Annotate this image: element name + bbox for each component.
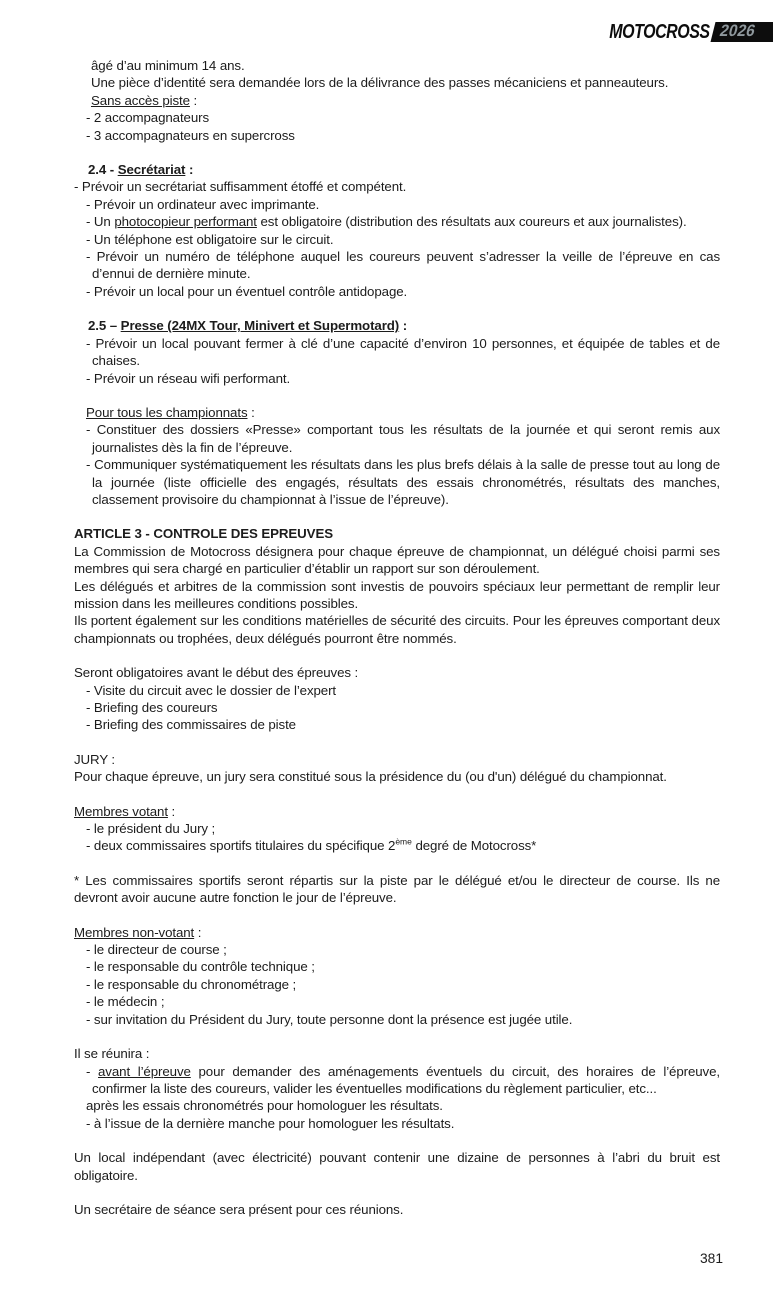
- bullet-text: est obligatoire (distribution des résultats aux coureurs et aux journalistes).: [256, 214, 687, 230]
- intro-subheading: [91, 92, 720, 109]
- bullet: - le médecin ;: [86, 994, 165, 1010]
- bullet: - Prévoir un réseau wifi performant.: [86, 370, 291, 386]
- sans-acces-label: Sans accès piste: [91, 92, 190, 108]
- section-membres-votant: [74, 803, 720, 855]
- section-tous-championnats: [74, 404, 720, 508]
- paragraph: La Commission de Motocross désignera pour chaque épreuve de championnat, un délégué choisi parmi ses membres qui sera chargé en particulier d’établir un rapport sur son déroulement.: [74, 543, 720, 577]
- section-footnote: [74, 872, 720, 907]
- bullet: [86, 1063, 720, 1098]
- bullet: - le président du Jury ;: [86, 821, 216, 837]
- subheading: [74, 803, 720, 820]
- section-local: [74, 1149, 720, 1184]
- bullet: - Prévoir un numéro de téléphone auquel les coureurs peuvent s’adresser la veille de l’épreuve en cas d’ennui de dernière minute.: [86, 249, 720, 282]
- section-title: Presse (24MX Tour, Minivert et Supermotard): [120, 318, 400, 334]
- intro-bullet: - 3 accompagnateurs en supercross: [86, 127, 295, 143]
- bullet: - Visite du circuit avec le dossier de l’expert: [86, 682, 337, 698]
- bullet: - Communiquer systématiquement les résultats dans les plus brefs délais à la salle de presse tout au long de la journée (liste officielle des engagés, résultats des essais chronométrés, résultats des manches, classement provisoire du championnat à l’issue de l’épreuve).: [86, 457, 720, 507]
- paragraph: Un secrétaire de séance sera présent pour ces réunions.: [74, 1201, 404, 1217]
- bullet: - Prévoir un secrétariat suffisamment étoffé et compétent.: [74, 179, 407, 195]
- subheading: [86, 404, 720, 421]
- bullet: - Prévoir un local pour un éventuel contrôle antidopage.: [86, 283, 408, 299]
- section-secretaire: [74, 1201, 720, 1218]
- section-membres-non-votant: [74, 924, 720, 1028]
- subheading: [74, 924, 720, 941]
- superscript: ème: [395, 837, 412, 848]
- section-2-5-presse: [74, 317, 720, 387]
- bullet: - Constituer des dossiers «Presse» comportant tous les résultats de la journée et qui seront remis aux journalistes dès la fin de l’épreuve.: [86, 422, 720, 455]
- intro-line: âgé d’au minimum 14 ans.: [91, 58, 245, 73]
- section-number: 2.4 -: [88, 162, 118, 178]
- bullet: - le responsable du chronométrage ;: [86, 976, 297, 992]
- colon: :: [189, 92, 198, 108]
- document-body: [74, 57, 720, 1218]
- intro-line: Une pièce d’identité sera demandée lors de la délivrance des passes mécaniciens et panneauteurs.: [91, 75, 669, 91]
- section-article-3: [74, 525, 720, 647]
- bullet-text: pour demander des aménagements éventuels du circuit, des horaires de l’épreuve, confirmer la liste des coureurs, valider les éventuelles modifications du règlement particulier, etc...: [92, 1063, 720, 1096]
- bullet-text: degré de Motocross*: [411, 838, 537, 854]
- subheading-label: Pour tous les championnats: [86, 404, 248, 420]
- bullet: [86, 213, 720, 230]
- section-jury: [74, 751, 720, 786]
- bullet: [86, 837, 720, 854]
- colon: :: [185, 162, 194, 178]
- bullet-text: - deux commissaires sportifs titulaires du spécifique 2: [86, 838, 396, 854]
- logo-year-badge: [711, 22, 773, 42]
- paragraph: Pour chaque épreuve, un jury sera constitué sous la présidence du (ou d'un) délégué du championnat.: [74, 769, 667, 785]
- bullet: - Prévoir un local pouvant fermer à clé d’une capacité d’environ 10 personnes, et équipée de tables et de chaises.: [86, 335, 720, 369]
- section-obligations: [74, 664, 720, 734]
- continuation-line: après les essais chronométrés pour homologuer les résultats.: [86, 1098, 443, 1114]
- jury-title: JURY :: [74, 751, 116, 767]
- bullet: - le responsable du contrôle technique ;: [86, 959, 315, 975]
- section-2-5-heading: [88, 317, 720, 334]
- paragraph: Ils portent également sur les conditions matérielles de sécurité des circuits. Pour les épreuves comportant deux championnats ou trophées, deux délégués pourront être nommés.: [74, 613, 720, 646]
- bullet-dash: -: [86, 1063, 99, 1079]
- underlined-text: photocopieur performant: [114, 214, 257, 230]
- logo-year-text: 2026: [717, 21, 758, 40]
- underlined-text: avant l’épreuve: [98, 1063, 191, 1079]
- article-3-heading: ARTICLE 3 - CONTROLE DES EPREUVES: [74, 526, 333, 542]
- colon: :: [194, 924, 202, 940]
- footnote-paragraph: * Les commissaires sportifs seront répartis sur la piste par le délégué et/ou le directeur de course. Ils ne devront avoir aucune autre fonction le jour de l’épreuve.: [74, 872, 720, 906]
- section-title: Secrétariat: [117, 162, 186, 178]
- subheading-label: Membres votant: [74, 803, 168, 819]
- intro-bullet: - 2 accompagnateurs: [86, 110, 210, 126]
- paragraph: Seront obligatoires avant le début des épreuves :: [74, 665, 359, 681]
- motocross-logo: [581, 21, 773, 42]
- section-number: 2.5 –: [88, 318, 121, 334]
- paragraph: Un local indépendant (avec électricité) pouvant contenir une dizaine de personnes à l’abri du bruit est obligatoire.: [74, 1150, 720, 1183]
- section-reunion: [74, 1045, 720, 1132]
- paragraph: Il se réunira :: [74, 1046, 150, 1062]
- subheading-label: Membres non-votant: [74, 924, 195, 940]
- colon: :: [247, 404, 255, 420]
- colon: :: [399, 318, 408, 334]
- bullet: - sur invitation du Président du Jury, toute personne dont la présence est jugée utile.: [86, 1011, 573, 1027]
- bullet: - Briefing des commissaires de piste: [86, 717, 296, 733]
- bullet-text: - Un: [86, 214, 115, 230]
- section-2-4-secretariat: [74, 161, 720, 300]
- page-number: 381: [699, 1251, 723, 1266]
- bullet: - Un téléphone est obligatoire sur le circuit.: [86, 231, 334, 247]
- bullet: - à l’issue de la dernière manche pour homologuer les résultats.: [86, 1115, 455, 1131]
- logo-brand-text: MOTOCROSS: [609, 19, 710, 43]
- bullet: - Prévoir un ordinateur avec imprimante.: [86, 196, 320, 212]
- colon: :: [167, 803, 176, 819]
- paragraph: Les délégués et arbitres de la commission sont investis de pouvoirs spéciaux leur permettant de remplir leur mission dans les meilleures conditions possibles.: [74, 578, 720, 611]
- bullet: - le directeur de course ;: [86, 942, 227, 958]
- section-2-4-heading: [88, 161, 720, 178]
- bullet: - Briefing des coureurs: [86, 700, 218, 715]
- section-intro: [74, 57, 720, 144]
